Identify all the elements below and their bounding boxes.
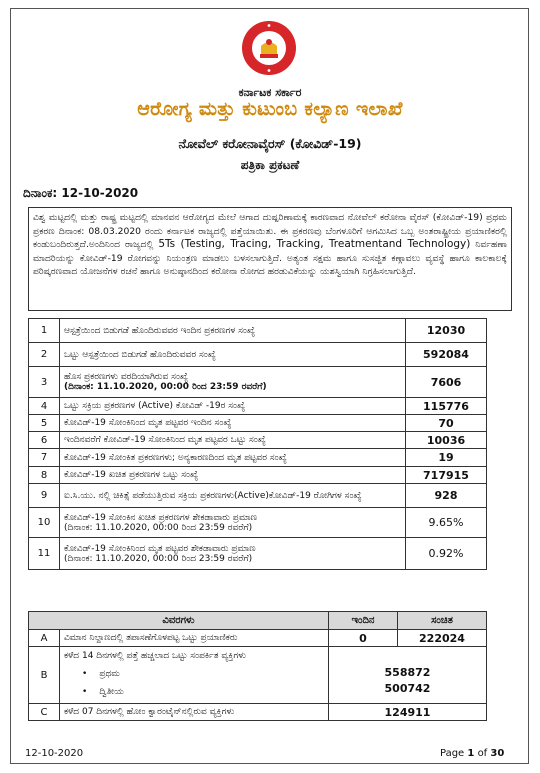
stats-table: [28, 318, 487, 570]
row-label-cell: [60, 538, 406, 570]
table-row: [29, 367, 487, 398]
row-label: ವಿಮಾನ ನಿಲ್ದಾಣದಲ್ಲಿ ತಪಾಸಣೆಗೊಳಪಟ್ಟ ಒಟ್ಟು ಪ್ರಯಾಣಿಕರು: [60, 630, 329, 647]
row-number: 9: [29, 484, 60, 508]
page-current: 1: [467, 748, 475, 759]
row-number: 2: [29, 343, 60, 367]
row-number: 5: [29, 415, 60, 432]
row-value: 10036: [406, 432, 487, 449]
table-row: [29, 508, 487, 538]
intro-5ts: 5Ts (Testing, Tracing, Tracking, Treatmentand Technology): [158, 238, 471, 251]
subject-title: ನೋವೆಲ್ ಕರೋನಾವೈರಸ್ (ಕೋವಿಡ್-19): [178, 136, 362, 151]
secondary-contacts-label: • ದ್ವಿತೀಯ: [64, 683, 324, 701]
row-label-cell: [60, 367, 406, 398]
primary-contacts-label: • ಪ್ರಥಮ: [64, 665, 324, 683]
header-details: ವಿವರಗಳು: [29, 612, 329, 630]
row-number: 7: [29, 449, 60, 467]
row-code: C: [29, 704, 60, 721]
row-number: 8: [29, 467, 60, 484]
row-value: 7606: [406, 367, 487, 398]
government-name: ಕರ್ನಾಟಕ ಸರ್ಕಾರ: [238, 86, 302, 99]
date-label: ದಿನಾಂಕ:: [23, 186, 58, 200]
page-of: of: [477, 748, 488, 759]
page-label: Page: [440, 748, 465, 759]
row-label-cell: [60, 647, 329, 704]
row-number: 3: [29, 367, 60, 398]
summary-header-row: [29, 612, 487, 630]
intro-part-3: ನಿರ್ವಹಣಾ ಮಾದರಿಯನ್ನು ಕೋವಿಡ್-19 ರೋಗವನ್ನು ನಿಯಂತ್ರಣ ಮಾಡಲು ಬಳಸಲಾಗುತ್ತಿದೆ. ಅತ್ಯಂತ ಸಕ್ಷಮ ಹಾಗೂ ಸುಸಜ್ಜಿತ ಕಣ್ಗಾವಲು ವ್ಯವಸ್ಥೆ ಹಾಗೂ ಕಾಲಕಾಲಕ್ಕೆ ಪರಿಷ್ಕರಣವಾದ ಯೋಜನೆಗಳ ರಚನೆ ಹಾಗೂ ಅನುಷ್ಠಾನದಿಂದ ಕರೋನಾ ರೋಗದ ಹರಡುವಿಕೆಯನ್ನು ಯಶಸ್ವಿಯಾಗಿ ನಿಗ್ರಹಿಸಲಾಗುತ್ತಿದೆ.: [33, 239, 507, 278]
row-number: 6: [29, 432, 60, 449]
intro-part-1: ವಿಶ್ವ ಮಟ್ಟದಲ್ಲಿ ಮತ್ತು ರಾಷ್ಟ್ರ ಮಟ್ಟದಲ್ಲಿ ಮಾನವನ ಆರೋಗ್ಯದ ಮೇಲೆ ಆಗಾದ ದುಷ್ಪರಿಣಾಮಕ್ಕೆ ಕಾರಣವಾದ ನೋವೆಲ್ ಕರೋನಾ ವೈರಸ್ (ಕೋವಿಡ್-19) ಪ್ರಥಮ ಪ್ರಕರಣ ದಿನಾಂಕ: 08.03.2020 ರಂದು ಕರ್ನಾಟಕ ರಾಜ್ಯದಲ್ಲಿ ಪತ್ತೆಯಾಯಿತು. ಈ ಪ್ರಕರಣವು ಬೆಂಗಳೂರಿಗೆ ಆಗಮಿಸಿದ ಒಬ್ಬ ಅಂತರಾಷ್ಟ್ರೀಯ ಪ್ರಯಾಣಿಕರಲ್ಲಿ ಕಂಡುಬಂದಿರುತ್ತದೆ.ಅಂದಿನಿಂದ ರಾಜ್ಯದಲ್ಲಿ: [33, 212, 507, 251]
row-value: 124911: [329, 704, 487, 721]
table-row: [29, 538, 487, 570]
row-value: 19: [406, 449, 487, 467]
summary-row-c: [29, 704, 487, 721]
row-number: 1: [29, 319, 60, 343]
row-label: ಐ.ಸಿ.ಯು. ನಲ್ಲಿ ಚಿಕಿತ್ಸೆ ಪಡೆಯುತ್ತಿರುವ ಸಕ್ರಿಯ ಪ್ರಕರಣಗಳು(Active)ಕೋವಿಡ್-19 ರೋಗಿಗಳ ಸಂಖ್ಯೆ: [60, 484, 406, 508]
table-row: [29, 398, 487, 415]
row-code: A: [29, 630, 60, 647]
row-sublabel: (ದಿನಾಂಕ: 11.10.2020, 00:00 ರಿಂದ 23:59 ರವರೆಗೆ): [64, 522, 253, 533]
row-value: 592084: [406, 343, 487, 367]
table-row: [29, 432, 487, 449]
row-value: 928: [406, 484, 487, 508]
government-seal-logo: [241, 20, 297, 76]
date-value: 12-10-2020: [61, 186, 139, 200]
summary-table: [28, 611, 487, 721]
row-number: 10: [29, 508, 60, 538]
row-number: 11: [29, 538, 60, 570]
header-today: ಇಂದಿನ: [329, 612, 398, 630]
row-today-value: 0: [329, 630, 398, 647]
table-row: [29, 343, 487, 367]
row-cumulative-value: 222024: [398, 630, 487, 647]
row-label: ಕೋವಿಡ್-19 ಸೋಂಕಿನಿಂದ ಮೃತ ಪಟ್ಟವರ ಶೇಕಡಾವಾರು ಪ್ರಮಾಣ: [64, 543, 256, 554]
press-release-title: ಪತ್ರಿಕಾ ಪ್ರಕಟಣೆ: [240, 158, 300, 172]
row-value: 115776: [406, 398, 487, 415]
row-label: ಕೋವಿಡ್-19 ಖಚಿತ ಪ್ರಕರಣಗಳ ಒಟ್ಟು ಸಂಖ್ಯೆ: [60, 467, 406, 484]
row-value: 0.92%: [406, 538, 487, 570]
contacts-values-cell: [329, 647, 487, 704]
intro-paragraph: [28, 207, 512, 311]
row-label: ಕೋವಿಡ್-19 ಸೋಂಕಿತ ಪ್ರಕರಣಗಳು; ಅನ್ಯಕಾರಣದಿಂದ ಮೃತ ಪಟ್ಟವರ ಸಂಖ್ಯೆ: [60, 449, 406, 467]
table-row: [29, 484, 487, 508]
row-label: ಕೋವಿಡ್-19 ಸೋಂಕಿನ ಖಚಿತ ಪ್ರಕರಣಗಳ ಶೇಕಡಾವಾರು ಪ್ರಮಾಣ: [64, 512, 258, 523]
primary-contacts-value: 558872: [384, 666, 431, 679]
row-label: ಒಟ್ಟು ಆಸ್ಪತ್ರೆಯಿಂದ ಬಿಡುಗಡೆ ಹೊಂದಿರುವವರ ಸಂಖ್ಯೆ: [60, 343, 406, 367]
table-row: [29, 415, 487, 432]
secondary-contacts-value: 500742: [384, 682, 431, 695]
page-total: 30: [490, 748, 505, 759]
row-label: ಕಳೆದ 14 ದಿನಗಳಲ್ಲಿ ಪತ್ತೆ ಹಚ್ಚಲಾದ ಒಟ್ಟು ಸಂಪರ್ಕಿತ ವ್ಯಕ್ತಿಗಳು: [64, 651, 246, 661]
row-sublabel: (ದಿನಾಂಕ: 11.10.2020, 00:00 ರಿಂದ 23:59 ರವರೆಗೆ): [64, 553, 253, 564]
release-date: [23, 186, 138, 201]
table-row: [29, 449, 487, 467]
table-row: [29, 319, 487, 343]
row-label: ಕೋವಿಡ್-19 ಸೋಂಕಿನಿಂದ ಮೃತ ಪಟ್ಟವರ ಇಂದಿನ ಸಂಖ್ಯೆ: [60, 415, 406, 432]
header-cumulative: ಸಂಚಿತ: [398, 612, 487, 630]
row-code: B: [29, 647, 60, 704]
row-value: 70: [406, 415, 487, 432]
row-number: 4: [29, 398, 60, 415]
department-title: ಆರೋಗ್ಯ ಮತ್ತು ಕುಟುಂಬ ಕಲ್ಯಾಣ ಇಲಾಖೆ: [137, 98, 403, 120]
page-indicator: [440, 748, 504, 759]
row-label: ಹೊಸ ಪ್ರಕರಣಗಳು ವರದಿಯಾಗಿರುವ ಸಂಖ್ಯೆ: [64, 372, 189, 382]
row-sublabel: (ದಿನಾಂಕ: 11.10.2020, 00:00 ರಿಂದ 23:59 ರವರೆಗೆ): [64, 382, 267, 392]
table-row: [29, 467, 487, 484]
row-label: ಇಂದಿನವರೆಗೆ ಕೋವಿಡ್-19 ಸೋಂಕಿನಿಂದ ಮೃತ ಪಟ್ಟವರ ಒಟ್ಟು ಸಂಖ್ಯೆ: [60, 432, 406, 449]
row-label: ಒಟ್ಟು ಸಕ್ರಿಯ ಪ್ರಕರಣಗಳ (Active) ಕೋವಿಡ್ -19ರ ಸಂಖ್ಯೆ: [60, 398, 406, 415]
row-value: 9.65%: [406, 508, 487, 538]
row-value: 717915: [406, 467, 487, 484]
row-label-cell: [60, 508, 406, 538]
summary-row-b: [29, 647, 487, 704]
row-value: 12030: [406, 319, 487, 343]
row-label: ಆಸ್ಪತ್ರೆಯಿಂದ ಬಿಡುಗಡೆ ಹೊಂದಿರುವವರ ಇಂದಿನ ಪ್ರಕರಣಗಳ ಸಂಖ್ಯೆ: [60, 319, 406, 343]
row-label: ಕಳೆದ 07 ದಿನಗಳಲ್ಲಿ ಹೋಂ ಕ್ವಾರಂಟೈನ್‌ನಲ್ಲಿರುವ ವ್ಯಕ್ತಿಗಳು: [60, 704, 329, 721]
summary-row-a: [29, 630, 487, 647]
footer-date: 12-10-2020: [25, 748, 84, 759]
